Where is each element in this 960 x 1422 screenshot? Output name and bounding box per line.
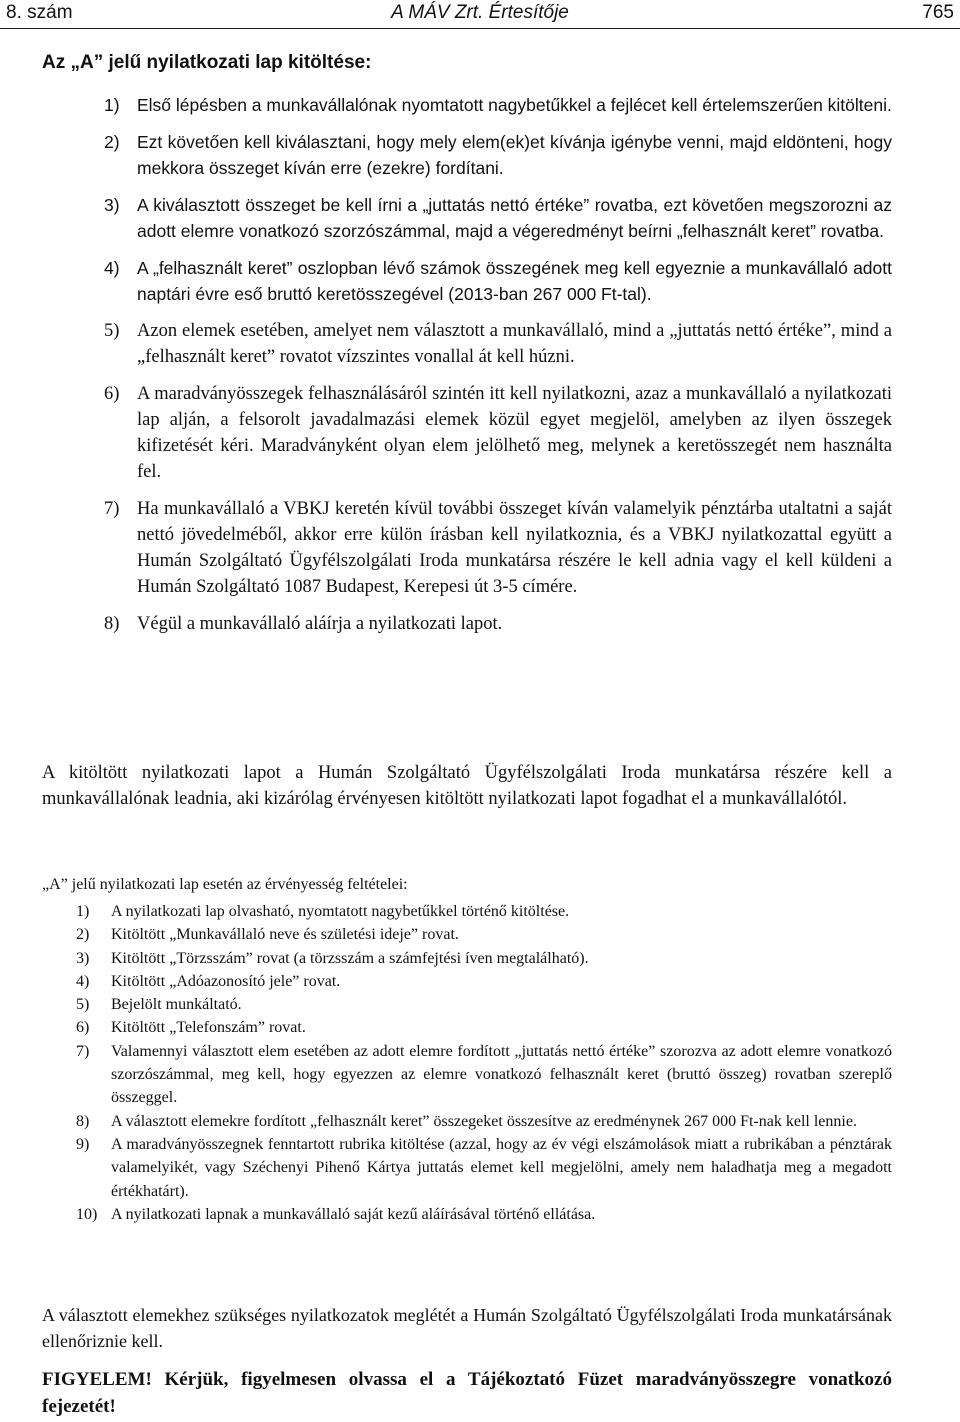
condition-text: A választott elemekre fordított „felhasznált keret” összegeket összesítve az eredménynek 267 000 Ft-nak kell lennie.	[111, 1112, 857, 1130]
condition-number: 7)	[76, 1042, 90, 1060]
condition-number: 3)	[76, 949, 90, 967]
condition-item	[0, 1016, 960, 1039]
step-number: 6)	[104, 384, 120, 404]
condition-number: 4)	[76, 972, 90, 990]
condition-item	[0, 970, 960, 993]
step-text: Ezt követően kell kiválasztani, hogy mely elem(ek)et kívánja igénybe venni, majd eldönteni, hogy mekkora összeget kíván erre (ezekre) fordítani.	[137, 132, 892, 178]
step-item	[0, 318, 960, 370]
step-item	[0, 92, 960, 118]
step-item	[0, 381, 960, 485]
condition-item	[0, 923, 960, 946]
condition-text: Valamennyi választott elem esetében az adott elemre fordított „juttatás nettó értéke” szorozva az adott elemre vonatkozó szorzószámmal, meg kell, hogy egyezzen az elemre vonatkozó felhasznált keret (bruttó összeg) rovatban szereplő összeggel.	[111, 1042, 892, 1107]
page-header	[0, 0, 960, 29]
condition-text: A maradványösszegnek fenntartott rubrika kitöltése (azzal, hogy az év végi elszámolások miatt a rubrikában a pénztárak valamelyikét, vagy Széchenyi Pihenő Kártya juttatás elemet kell megjelölni, amely nem haladhatja meg a megadott értékhatárt).	[111, 1135, 892, 1200]
condition-number: 8)	[76, 1112, 90, 1130]
step-item	[0, 496, 960, 600]
submission-paragraph: A kitöltött nyilatkozati lapot a Humán Szolgáltató Ügyfélszolgálati Iroda munkatársa részére kell a munkavállalónak leadnia, aki kizárólag érvényesen kitöltött nyilatkozati lapot fogadhat el a munkavállalótól.	[42, 763, 892, 809]
condition-number: 9)	[76, 1135, 90, 1153]
condition-text: Kitöltött „Törzsszám” rovat (a törzsszám a számfejtési íven megtalálható).	[111, 949, 589, 967]
step-text: Végül a munkavállaló aláírja a nyilatkozati lapot.	[137, 614, 503, 634]
step-text: Azon elemek esetében, amelyet nem választott a munkavállaló, mind a „juttatás nettó értéke”, mind a „felhasznált keret” rovatot vízszintes vonallal át kell húzni.	[137, 321, 892, 367]
validity-conditions-list	[0, 900, 960, 1226]
condition-number: 6)	[76, 1019, 90, 1037]
condition-item	[0, 1203, 960, 1226]
condition-item	[0, 1133, 960, 1203]
step-text: A maradványösszegek felhasználásáról szintén itt kell nyilatkozni, azaz a munkavállaló a nyilatkozati lap alján, a felsorolt javadalmazási elemek közül egyet megjelöl, amelyben az ilyen összegek kifizetését kéri. Maradványként olyan elem jelölhető meg, melynek a keretösszegét nem használta fel.	[137, 384, 892, 482]
section-title: Az „A” jelű nyilatkozati lap kitöltése:	[42, 52, 372, 73]
step-text: A kiválasztott összeget be kell írni a „juttatás nettó értéke” rovatba, ezt követően megszorozni az adott elemre vonatkozó szorzószámmal, majd a végeredményt beírni „felhasznált keret” rovatba.	[137, 195, 892, 241]
fill-in-steps-list	[0, 92, 960, 648]
publication-title: A MÁV Zrt. Értesítője	[391, 2, 569, 23]
warning-notice: FIGYELEM! Kérjük, figyelmesen olvassa el a Tájékoztató Füzet maradványösszegre vonatkozó fejezetét!	[42, 1369, 892, 1417]
condition-number: 5)	[76, 996, 90, 1014]
step-number: 3)	[104, 195, 120, 215]
condition-text: Bejelölt munkáltató.	[111, 996, 242, 1014]
step-number: 1)	[104, 95, 120, 115]
condition-number: 2)	[76, 926, 90, 944]
step-item	[0, 192, 960, 244]
step-number: 4)	[104, 258, 120, 278]
step-text: Első lépésben a munkavállalónak nyomtatott nagybetűkkel a fejlécet kell értelemszerűen kitölteni.	[137, 95, 892, 115]
condition-text: Kitöltött „Adóazonosító jele” rovat.	[111, 972, 341, 990]
condition-text: Kitöltött „Telefonszám” rovat.	[111, 1019, 306, 1037]
conditions-title: „A” jelű nyilatkozati lap esetén az érvényesség feltételei:	[42, 876, 408, 893]
condition-text: A nyilatkozati lapnak a munkavállaló saját kezű aláírásával történő ellátása.	[111, 1205, 596, 1223]
condition-item	[0, 947, 960, 970]
step-number: 2)	[104, 132, 120, 152]
check-paragraph: A választott elemekhez szükséges nyilatkozatok meglétét a Humán Szolgáltató Ügyfélszolgálati Iroda munkatársának ellenőriznie kell.	[42, 1305, 892, 1351]
step-number: 5)	[104, 321, 120, 341]
condition-item	[0, 1040, 960, 1110]
condition-text: Kitöltött „Munkavállaló neve és születési ideje” rovat.	[111, 926, 459, 944]
step-text: A „felhasznált keret” oszlopban lévő számok összegének meg kell egyeznie a munkavállaló adott naptári évre eső bruttó keretösszegével (2013-ban 267 000 Ft-tal).	[137, 258, 892, 304]
issue-number: 8. szám	[6, 2, 73, 23]
condition-number: 1)	[76, 903, 90, 920]
page-number: 765	[922, 2, 954, 23]
step-text: Ha munkavállaló a VBKJ keretén kívül további összeget kíván valamelyik pénztárba utaltatni a saját nettó jövedelméből, akkor erre külön írásban kell nyilatkoznia, és a VBKJ nyilatkozattal együtt a Humán Szolgáltató Ügyfélszolgálati Iroda munkatársa részére le kell adnia vagy el kell küldeni a Humán Szolgáltató 1087 Budapest, Kerepesi út 3-5 címére.	[137, 499, 892, 597]
condition-item	[0, 1110, 960, 1133]
condition-number: 10)	[76, 1205, 98, 1223]
condition-item	[0, 993, 960, 1016]
condition-text: A nyilatkozati lap olvasható, nyomtatott nagybetűkkel történő kitöltése.	[111, 903, 570, 920]
step-item	[0, 255, 960, 307]
condition-item	[0, 900, 960, 923]
step-item	[0, 129, 960, 181]
step-number: 8)	[104, 614, 120, 634]
step-item	[0, 611, 960, 637]
step-number: 7)	[104, 499, 120, 519]
